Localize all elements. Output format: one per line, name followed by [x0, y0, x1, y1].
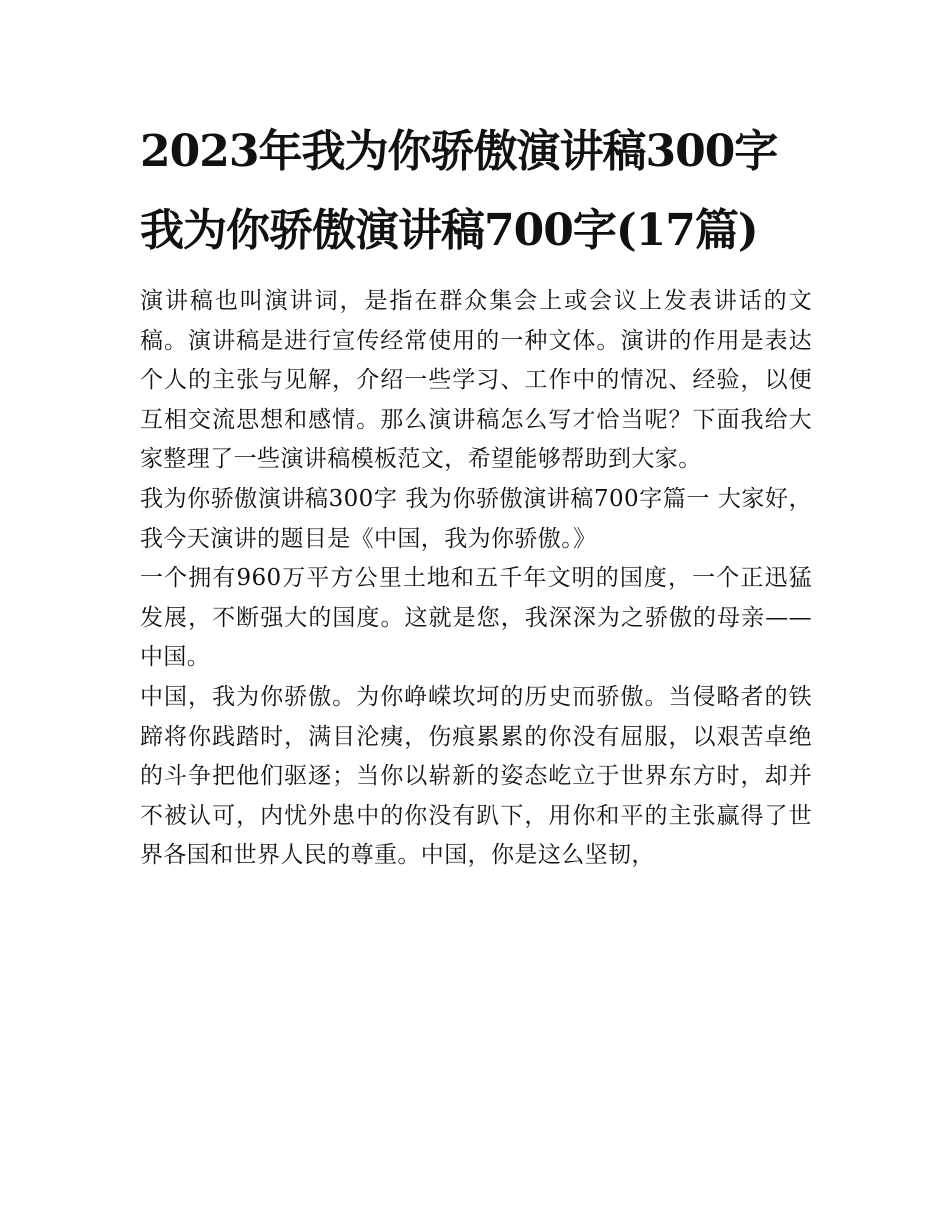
section-heading-paragraph: 我为你骄傲演讲稿300字 我为你骄傲演讲稿700字篇一 大家好，我今天演讲的题目是《中国，我为你骄傲。》 — [140, 485, 812, 552]
document-title: 2023年我为你骄傲演讲稿300字 我为你骄傲演讲稿700字(17篇) — [140, 126, 778, 256]
body-paragraph: 中国，我为你骄傲。为你峥嵘坎坷的历史而骄傲。当侵略者的铁蹄将你践踏时，满目沦痍，伤痕累累的你没有屈服，以艰苦卓绝的斗争把他们驱逐；当你以崭新的姿态屹立于世界东方时，却并不被认可，内忧外患中的你没有趴下，用你和平的主张赢得了世界各国和世界人民的尊重。中国，你是这么坚韧， — [140, 683, 812, 869]
document-body — [140, 282, 812, 876]
body-paragraph: 一个拥有960万平方公里土地和五千年文明的国度，一个正迅猛发展，不断强大的国度。这就是您，我深深为之骄傲的母亲——中国。 — [140, 565, 812, 671]
intro-paragraph: 演讲稿也叫演讲词，是指在群众集会上或会议上发表讲话的文稿。演讲稿是进行宣传经常使用的一种文体。演讲的作用是表达个人的主张与见解，介绍一些学习、工作中的情况、经验，以便互相交流思想和感情。那么演讲稿怎么写才恰当呢？下面我给大家整理了一些演讲稿模板范文，希望能够帮助到大家。 — [140, 288, 812, 473]
document-page — [140, 112, 812, 876]
